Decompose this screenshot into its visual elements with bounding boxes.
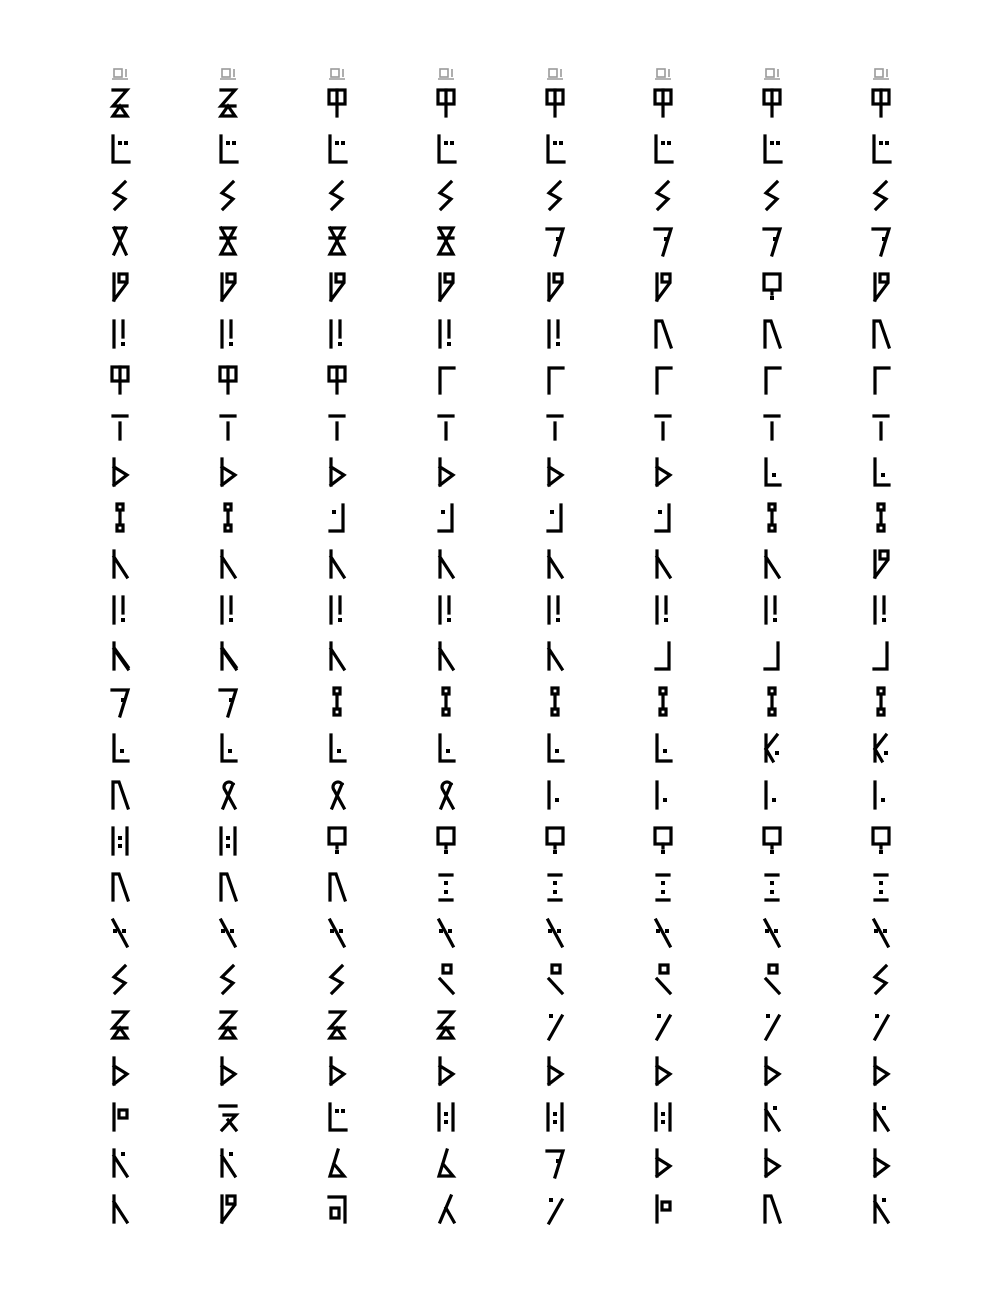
chevron-dot-icon: [757, 224, 787, 258]
chevron-dot-icon: [648, 224, 678, 258]
bar-exclaim-icon: [431, 593, 461, 627]
bracket-two-dots-icon: [866, 132, 896, 166]
stem-flag-right-icon: [322, 1054, 352, 1088]
delta-slant-icon: [431, 1146, 461, 1180]
bar-dots-bar-icon: [648, 1100, 678, 1134]
stem-k-icon: [866, 317, 896, 351]
capped-bar-icon: [757, 685, 787, 719]
stem-flag-right-icon: [648, 455, 678, 489]
corner-dot-icon: [866, 455, 896, 489]
stem-flag-right-icon: [866, 1054, 896, 1088]
stem-flag-right-icon: [757, 1054, 787, 1088]
bar-dot-icon: [648, 778, 678, 812]
dot-slash-icon: [648, 1008, 678, 1042]
stem-diagonal-icon: [322, 547, 352, 581]
box-pedestal-icon: [648, 824, 678, 858]
dash-bar-icon: [213, 409, 243, 443]
diagonal-dots-icon: [540, 916, 570, 950]
stem-flag-right-icon: [648, 1054, 678, 1088]
dash-bar-icon: [757, 409, 787, 443]
gamma-corner-icon: [431, 363, 461, 397]
dash-dots-dash-icon: [757, 870, 787, 904]
bar-exclaim-icon: [431, 317, 461, 351]
stem-k-icon: [757, 317, 787, 351]
stem-flag-right-icon: [648, 1146, 678, 1180]
stem-small-box-icon: [648, 1192, 678, 1226]
bar-dots-bar-icon: [105, 824, 135, 858]
stem-flag-right-icon: [213, 1054, 243, 1088]
bracket-two-dots-icon: [105, 132, 135, 166]
stem-diagonal-icon: [431, 639, 461, 673]
bracket-two-dots-icon: [322, 132, 352, 166]
dash-bar-icon: [322, 409, 352, 443]
stem-box-right-icon: [866, 270, 896, 304]
fork-box-icon: [757, 86, 787, 120]
stem-box-right-icon: [431, 270, 461, 304]
stem-k-icon: [105, 870, 135, 904]
glyph-column-1: [105, 0, 135, 1314]
diagonal-dots-icon: [213, 916, 243, 950]
box-slash-icon: [431, 962, 461, 996]
lambda-bar-icon: [431, 1192, 461, 1226]
zeta-triangle-icon: [105, 86, 135, 120]
zeta-triangle-icon: [322, 1008, 352, 1042]
stem-flag-right-icon: [431, 1054, 461, 1088]
glyph-column-5: [540, 0, 570, 1314]
zeta-triangle-icon: [431, 1008, 461, 1042]
k-dot-icon: [866, 731, 896, 765]
gamma-corner-icon: [540, 363, 570, 397]
fork-box-icon: [105, 363, 135, 397]
stem-diagonal-icon: [105, 547, 135, 581]
stem-box-right-icon: [866, 547, 896, 581]
stem-flag-right-icon: [105, 1054, 135, 1088]
stem-diagonal-bold-icon: [213, 639, 243, 673]
zigzag-icon: [213, 962, 243, 996]
stem-box-right-icon: [322, 270, 352, 304]
stem-box-right-icon: [105, 270, 135, 304]
diagonal-dots-icon: [866, 916, 896, 950]
bar-dots-bar-icon: [213, 824, 243, 858]
delta-slant-icon: [322, 1146, 352, 1180]
bracket-two-dots-icon: [757, 132, 787, 166]
gamma-corner-icon: [866, 363, 896, 397]
zeta-triangle-icon: [213, 1008, 243, 1042]
column-header-mark: [322, 66, 352, 80]
loop-x-icon: [213, 778, 243, 812]
dot-slash-icon: [866, 1008, 896, 1042]
column-header-mark: [648, 66, 678, 80]
column-header-mark: [540, 66, 570, 80]
zigzag-icon: [105, 962, 135, 996]
stem-flag-right-icon: [540, 1054, 570, 1088]
dash-bar-icon: [866, 409, 896, 443]
stem-k-icon: [757, 1192, 787, 1226]
stem-diagonal-icon: [540, 547, 570, 581]
dot-corner-right-icon: [540, 501, 570, 535]
chevron-dot-icon: [540, 224, 570, 258]
box-slash-icon: [757, 962, 787, 996]
bar-dot-icon: [757, 778, 787, 812]
stem-diagonal-dot-icon: [213, 1146, 243, 1180]
zigzag-icon: [866, 962, 896, 996]
loop-x-icon: [431, 778, 461, 812]
corner-right-icon: [648, 639, 678, 673]
box-pedestal-icon: [431, 824, 461, 858]
corner-dot-icon: [757, 455, 787, 489]
zigzag-icon: [540, 178, 570, 212]
zigzag-icon: [322, 178, 352, 212]
column-header-mark: [866, 66, 896, 80]
bar-exclaim-icon: [757, 593, 787, 627]
x-cross-icon: [105, 224, 135, 258]
stem-diagonal-dot-icon: [105, 1146, 135, 1180]
dash-bar-icon: [540, 409, 570, 443]
stem-flag-right-icon: [540, 455, 570, 489]
stem-k-icon: [648, 317, 678, 351]
zeta-triangle-icon: [213, 86, 243, 120]
zigzag-icon: [648, 178, 678, 212]
glyph-column-6: [648, 0, 678, 1314]
stem-flag-right-icon: [322, 455, 352, 489]
hook-z-icon: [213, 1100, 243, 1134]
fork-box-icon: [322, 363, 352, 397]
stem-diagonal-icon: [105, 1192, 135, 1226]
corner-dot-icon: [105, 731, 135, 765]
corner-dot-icon: [322, 731, 352, 765]
bar-exclaim-icon: [105, 317, 135, 351]
box-slash-icon: [540, 962, 570, 996]
stem-k-icon: [105, 778, 135, 812]
column-header-mark: [431, 66, 461, 80]
dot-slash-icon: [757, 1008, 787, 1042]
capped-bar-icon: [213, 501, 243, 535]
hourglass-x-icon: [322, 224, 352, 258]
stem-flag-right-icon: [213, 455, 243, 489]
bar-exclaim-icon: [213, 593, 243, 627]
chevron-dot-icon: [540, 1146, 570, 1180]
corner-right-icon: [757, 639, 787, 673]
hourglass-x-icon: [213, 224, 243, 258]
corner-dot-icon: [540, 731, 570, 765]
bracket-two-dots-icon: [540, 132, 570, 166]
zigzag-icon: [431, 178, 461, 212]
corner-right-icon: [866, 639, 896, 673]
bar-exclaim-icon: [540, 317, 570, 351]
stem-diagonal-dot-icon: [757, 1100, 787, 1134]
zigzag-icon: [757, 178, 787, 212]
bar-exclaim-icon: [213, 317, 243, 351]
dash-dots-dash-icon: [540, 870, 570, 904]
dash-bar-icon: [648, 409, 678, 443]
stem-diagonal-icon: [213, 547, 243, 581]
dash-bar-icon: [431, 409, 461, 443]
stem-diagonal-icon: [648, 547, 678, 581]
stem-diagonal-icon: [757, 547, 787, 581]
capped-bar-icon: [648, 685, 678, 719]
bar-exclaim-icon: [866, 593, 896, 627]
stem-diagonal-dot-icon: [866, 1100, 896, 1134]
box-pedestal-icon: [322, 824, 352, 858]
stem-diagonal-icon: [540, 639, 570, 673]
capped-bar-icon: [322, 685, 352, 719]
bar-dot-icon: [540, 778, 570, 812]
fork-box-icon: [540, 86, 570, 120]
diagonal-dots-icon: [105, 916, 135, 950]
box-pedestal-icon: [866, 824, 896, 858]
glyph-column-8: [866, 0, 896, 1314]
zigzag-icon: [866, 178, 896, 212]
dot-corner-right-icon: [648, 501, 678, 535]
zeta-triangle-icon: [105, 1008, 135, 1042]
stem-k-icon: [213, 870, 243, 904]
stem-small-box-icon: [105, 1100, 135, 1134]
capped-bar-icon: [866, 501, 896, 535]
stem-flag-right-icon: [105, 455, 135, 489]
zigzag-icon: [105, 178, 135, 212]
column-header-mark: [213, 66, 243, 80]
corner-dot-icon: [213, 731, 243, 765]
stem-diagonal-icon: [322, 639, 352, 673]
bar-exclaim-icon: [322, 317, 352, 351]
stem-diagonal-icon: [431, 547, 461, 581]
stem-box-right-icon: [213, 1192, 243, 1226]
capped-bar-icon: [431, 685, 461, 719]
bar-dots-bar-icon: [540, 1100, 570, 1134]
column-header-mark: [757, 66, 787, 80]
zigzag-icon: [322, 962, 352, 996]
dash-dots-dash-icon: [431, 870, 461, 904]
bar-exclaim-icon: [105, 593, 135, 627]
fork-box-icon: [866, 86, 896, 120]
capped-bar-icon: [757, 501, 787, 535]
dot-slash-icon: [540, 1192, 570, 1226]
fork-box-icon: [648, 86, 678, 120]
stem-diagonal-dot-icon: [866, 1192, 896, 1226]
gamma-corner-icon: [648, 363, 678, 397]
bar-exclaim-icon: [648, 593, 678, 627]
box-under-bar-icon: [322, 1192, 352, 1226]
corner-dot-icon: [431, 731, 461, 765]
chevron-dot-icon: [866, 224, 896, 258]
bracket-two-dots-icon: [322, 1100, 352, 1134]
bracket-two-dots-icon: [648, 132, 678, 166]
glyph-column-2: [213, 0, 243, 1314]
bar-exclaim-icon: [322, 593, 352, 627]
stem-flag-right-icon: [866, 1146, 896, 1180]
bracket-two-dots-icon: [431, 132, 461, 166]
glyph-column-3: [322, 0, 352, 1314]
stem-flag-right-icon: [431, 455, 461, 489]
glyph-column-4: [431, 0, 461, 1314]
stem-box-right-icon: [540, 270, 570, 304]
capped-bar-icon: [540, 685, 570, 719]
column-header-mark: [105, 66, 135, 80]
capped-bar-icon: [866, 685, 896, 719]
stem-box-right-icon: [648, 270, 678, 304]
dot-slash-icon: [540, 1008, 570, 1042]
fork-box-icon: [431, 86, 461, 120]
dot-corner-right-icon: [431, 501, 461, 535]
dash-dots-dash-icon: [648, 870, 678, 904]
diagonal-dots-icon: [431, 916, 461, 950]
chevron-dot-icon: [213, 685, 243, 719]
bar-exclaim-icon: [540, 593, 570, 627]
fork-box-icon: [322, 86, 352, 120]
stem-box-right-icon: [213, 270, 243, 304]
diagonal-dots-icon: [757, 916, 787, 950]
diagonal-dots-icon: [648, 916, 678, 950]
box-pedestal-icon: [757, 824, 787, 858]
gamma-corner-icon: [757, 363, 787, 397]
stem-diagonal-bold-icon: [105, 639, 135, 673]
stem-k-icon: [322, 870, 352, 904]
box-pedestal-icon: [540, 824, 570, 858]
hourglass-x-icon: [431, 224, 461, 258]
glyph-column-7: [757, 0, 787, 1314]
capped-bar-icon: [105, 501, 135, 535]
stem-flag-right-icon: [757, 1146, 787, 1180]
k-dot-icon: [757, 731, 787, 765]
dot-corner-right-icon: [322, 501, 352, 535]
box-slash-icon: [648, 962, 678, 996]
bracket-two-dots-icon: [213, 132, 243, 166]
zigzag-icon: [213, 178, 243, 212]
dash-dots-dash-icon: [866, 870, 896, 904]
bar-dot-icon: [866, 778, 896, 812]
bar-dots-bar-icon: [431, 1100, 461, 1134]
loop-x-icon: [322, 778, 352, 812]
dash-bar-icon: [105, 409, 135, 443]
box-pedestal-icon: [757, 270, 787, 304]
diagonal-dots-icon: [322, 916, 352, 950]
corner-dot-icon: [648, 731, 678, 765]
fork-box-icon: [213, 363, 243, 397]
chevron-dot-icon: [105, 685, 135, 719]
